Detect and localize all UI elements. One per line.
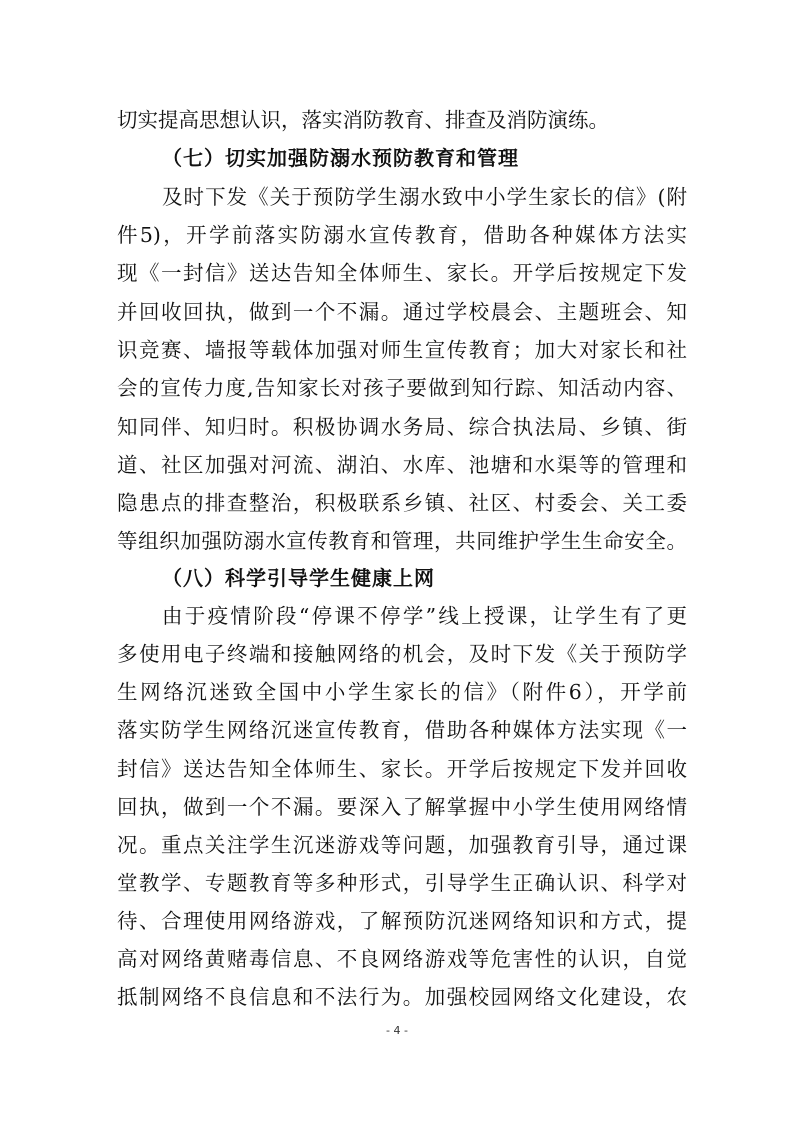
paragraph-line: 并回收回执，做到一个不漏。通过学校晨会、主题班会、知 xyxy=(117,300,687,324)
paragraph-line: 现《一封信》送达告知全体师生、家长。开学后按规定下发 xyxy=(117,261,687,285)
paragraph-line: 会的宣传力度,告知家长对孩子要做到知行踪、知活动内容、 xyxy=(117,376,687,400)
paragraph-line: 识竞赛、墙报等载体加强对师生宣传教育；加大对家长和社 xyxy=(117,338,687,362)
paragraph-line: 高对网络黄赌毒信息、不良网络游戏等危害性的认识，自觉 xyxy=(117,947,687,971)
section-heading-8: （八）科学引导学生健康上网 xyxy=(162,566,435,590)
paragraph-line: 及时下发《关于预防学生溺水致中小学生家长的信》(附 xyxy=(162,185,687,209)
page-number: - 4 - xyxy=(386,1024,408,1037)
paragraph-line: 等组织加强防溺水宣传教育和管理，共同维护学生生命安全。 xyxy=(117,529,687,553)
paragraph-line: 封信》送达告知全体师生、家长。开学后按规定下发并回收 xyxy=(117,757,687,781)
paragraph-line: 多使用电子终端和接触网络的机会，及时下发《关于预防学 xyxy=(117,642,687,666)
paragraph-line: 抵制网络不良信息和不法行为。加强校园网络文化建设，农 xyxy=(117,985,687,1009)
paragraph-line: 由于疫情阶段“停课不停学”线上授课，让学生有了更 xyxy=(162,604,687,628)
paragraph-line: 件5)，开学前落实防溺水宣传教育，借助各种媒体方法实 xyxy=(117,223,687,247)
paragraph-line: 隐患点的排查整治，积极联系乡镇、社区、村委会、关工委 xyxy=(117,491,687,515)
paragraph-line: 生网络沉迷致全国中小学生家长的信》（附件6），开学前 xyxy=(117,680,687,704)
paragraph-line: 堂教学、专题教育等多种形式，引导学生正确认识、科学对 xyxy=(117,871,687,895)
paragraph-line: 切实提高思想认识，落实消防教育、排查及消防演练。 xyxy=(117,108,609,132)
paragraph-line: 况。重点关注学生沉迷游戏等问题，加强教育引导，通过课 xyxy=(117,833,687,857)
paragraph-line: 回执，做到一个不漏。要深入了解掌握中小学生使用网络情 xyxy=(117,795,687,819)
paragraph-line: 道、社区加强对河流、湖泊、水库、池塘和水渠等的管理和 xyxy=(117,453,687,477)
paragraph-line: 待、合理使用网络游戏，了解预防沉迷网络知识和方式，提 xyxy=(117,909,687,933)
paragraph-line: 落实防学生网络沉迷宣传教育，借助各种媒体方法实现《一 xyxy=(117,718,687,742)
paragraph-line: 知同伴、知归时。积极协调水务局、综合执法局、乡镇、街 xyxy=(117,415,687,439)
section-heading-7: （七）切实加强防溺水预防教育和管理 xyxy=(162,146,519,170)
